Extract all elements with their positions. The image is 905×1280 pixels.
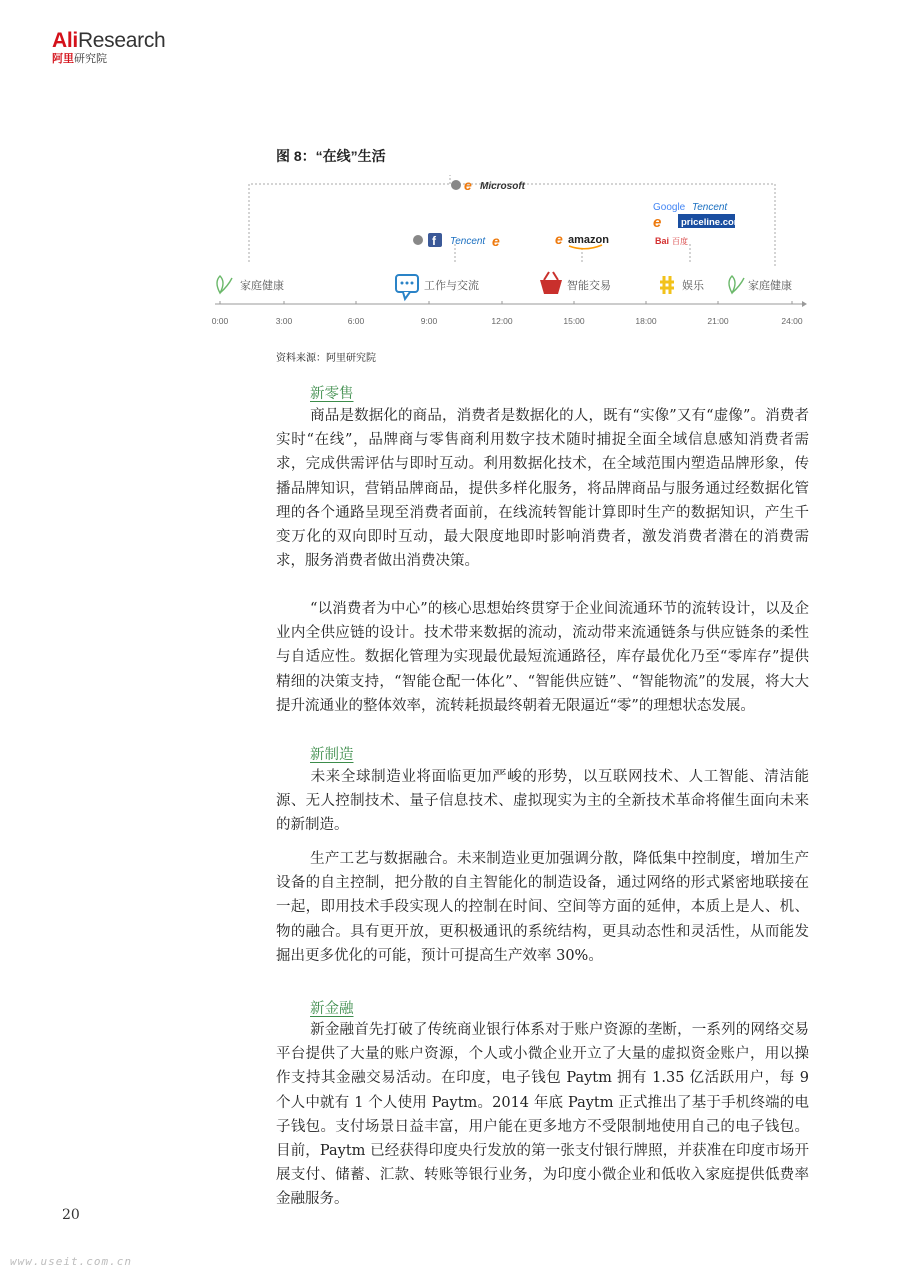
svg-text:Tencent: Tencent: [450, 236, 486, 247]
chat-bubble-icon: [396, 275, 418, 299]
figure-title: 图 8：“在线”生活: [276, 148, 386, 164]
svg-text:priceline.com: priceline.com: [681, 217, 743, 228]
paragraph: 生产工艺与数据融合。未来制造业更加强调分散，降低集中控制度，增加生产设备的自主控制，把分散的自主智能化的制造设备，通过网络的形式紧密地联接在一起，即用技术手段实现人的控制在时间、空间等方面的延伸，本质上是人、机、物的融合。具有更开放，更积极通讯的系统结构，更具动态性和灵活性，从而能发掘出更多优化的可能，预计可提高生产效率 30%。: [276, 851, 809, 964]
section-heading-new-retail: 新零售: [310, 386, 354, 402]
tick-label: 0:00: [211, 316, 229, 326]
figure-source: 资料来源：阿里研究院: [276, 353, 376, 364]
paragraph: 未来全球制造业将面临更加严峻的形势，以互联网技术、人工智能、清洁能源、无人控制技术、量子信息技术、虚拟现实为主的全新技术革命将催生面向未来的新制造。: [276, 769, 809, 834]
svg-text:e: e: [492, 233, 500, 249]
leaf-icon: [217, 276, 232, 293]
amazon-brand-group: [555, 231, 609, 249]
svg-text:Bai: Bai: [655, 236, 670, 246]
section-heading-new-manufacturing: 新制造: [310, 747, 354, 763]
tick-label: 12:00: [491, 316, 513, 326]
svg-text:e: e: [555, 231, 563, 247]
tick-label: 18:00: [635, 316, 657, 326]
microsoft-brand-group: [451, 177, 526, 193]
tick-label: 24:00: [781, 316, 803, 326]
svg-text:amazon: amazon: [568, 234, 609, 246]
section-heading-new-finance: 新金融: [310, 1001, 354, 1017]
svg-text:家庭健康: 家庭健康: [748, 280, 792, 292]
svg-text:百度: 百度: [672, 237, 688, 246]
watermark: www.useit.com.cn: [10, 1255, 132, 1268]
svg-text:e: e: [653, 214, 662, 231]
svg-text:Google: Google: [653, 202, 686, 213]
svg-text:Microsoft: Microsoft: [480, 181, 525, 192]
tick-label: 3:00: [275, 316, 293, 326]
shopping-basket-icon: [540, 272, 562, 294]
svg-text:工作与交流: 工作与交流: [424, 280, 479, 292]
svg-text:f: f: [432, 234, 436, 248]
paragraph: 新金融首先打破了传统商业银行体系对于账户资源的垄断，一系列的网络交易平台提供了大量的账户资源，个人或小微企业开立了大量的虚拟资金账户，用以操作支持其金融交易活动。在印度，电子钱包 Paytm 拥有 1.35 亿活跃用户，每 9 个人中就有 1 个人使用 Paytm。2014 年底 Paytm 正式推出了基于手机终端的电子钱包。支付场景日益丰富，用户能在更多地方不受限制地使用自己的电子钱包。目前，Paytm 已经获得印度央行发放的第一张支付银行牌照，并获准在印度市场开展支付、储蓄、汇款、转账等银行业务，为印度小微企业和低收入家庭提供低费率金融服务。: [276, 1022, 809, 1208]
page-number: 20: [62, 1207, 80, 1223]
paragraph: “以消费者为中心”的核心思想始终贯穿于企业间流通环节的流转设计，以及企业内全供应链的设计。技术带来数据的流动，流动带来流通链条与供应链条的柔性与自适应性。数据化管理为实现最优最短流通路径，库存最优化乃至“零库存”提供精细的决策支持，“智能仓配一体化”、“智能供应链”、“智能物流”的发展，将大大提升流通业的整体效率，流转耗损最终朝着无限逼近“零”的理想状态发展。: [276, 601, 809, 714]
aliresearch-logo: AliResearch 阿里研究院: [52, 29, 166, 65]
apple-icon: [413, 235, 423, 245]
tencent-brand-group: [413, 233, 500, 249]
tick-label: 9:00: [420, 316, 438, 326]
online-life-figure: [200, 172, 820, 342]
leaf-icon: [729, 276, 744, 293]
svg-text:智能交易: 智能交易: [567, 280, 611, 292]
svg-text:e: e: [464, 177, 472, 193]
svg-text:娱乐: 娱乐: [682, 280, 704, 292]
entertainment-brand-group: [653, 202, 742, 246]
tick-label: 15:00: [563, 316, 585, 326]
svg-text:家庭健康: 家庭健康: [240, 280, 284, 292]
entertainment-icon: [660, 276, 674, 294]
svg-text:Tencent: Tencent: [692, 202, 728, 213]
apple-icon: [451, 180, 461, 190]
tick-label: 6:00: [347, 316, 365, 326]
paragraph: 商品是数据化的商品，消费者是数据化的人，既有“实像”又有“虚像”。消费者实时“在线”，品牌商与零售商利用数字技术随时捕捉全面全域信息感知消费者需求，完成供需评估与即时互动。利用数据化技术，在全域范围内塑造品牌形象，传播品牌知识，营销品牌商品，提供多样化服务，将品牌商品与服务通过经数据化管理的各个通路呈现至消费者面前，在线流转智能计算即时生产的数据知识，产生千变万化的双向即时互动，最大限度地即时影响消费者，激发消费者潜在的消费需求，服务消费者做出消费决策。: [276, 408, 809, 570]
tick-label: 21:00: [707, 316, 729, 326]
